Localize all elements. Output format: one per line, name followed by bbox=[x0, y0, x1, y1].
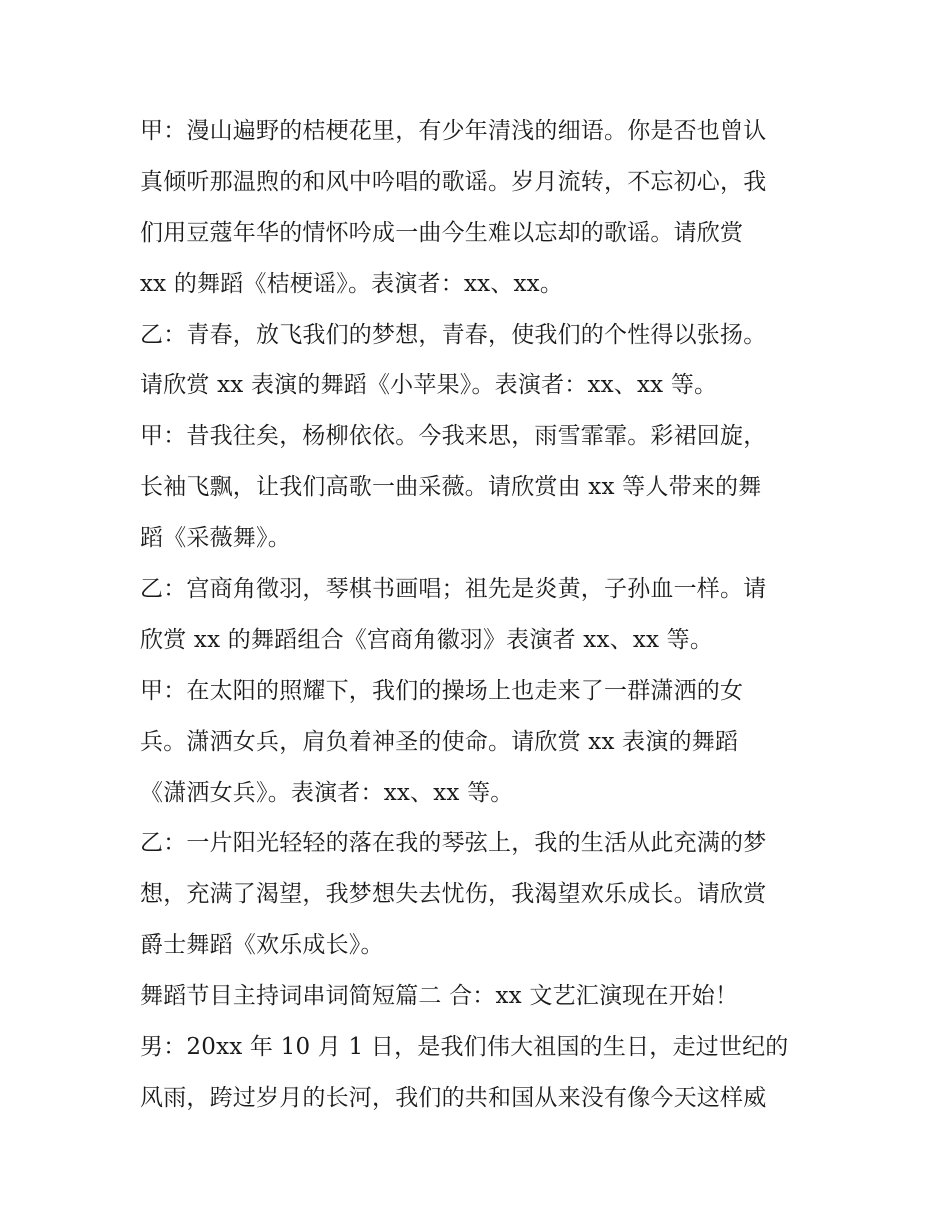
text-line: 请欣赏 xx 表演的舞蹈《小苹果》。表演者：xx、xx 等。 bbox=[140, 372, 718, 399]
text-line: 《潇洒女兵》。表演者：xx、xx 等。 bbox=[140, 779, 514, 806]
section-heading-line: 舞蹈节目主持词串词简短篇二 合：xx 文艺汇演现在开始！ bbox=[140, 983, 739, 1010]
text-line: xx 的舞蹈《桔梗谣》。表演者：xx、xx。 bbox=[140, 270, 564, 297]
text-line: 乙：青春，放飞我们的梦想，青春，使我们的个性得以张扬。 bbox=[140, 321, 767, 348]
text-line: 长袖飞飘，让我们高歌一曲采薇。请欣赏由 xx 等人带来的舞 bbox=[140, 474, 762, 501]
text-line: 蹈《采薇舞》。 bbox=[140, 525, 291, 552]
text-line: 风雨，跨过岁月的长河，我们的共和国从来没有像今天这样威 bbox=[140, 1084, 767, 1111]
text-line: 甲：漫山遍野的桔梗花里，有少年清浅的细语。你是否也曾认 bbox=[140, 118, 767, 144]
text-line: 男：20xx 年 10 月 1 日，是我们伟大祖国的生日，走过世纪的 bbox=[140, 1034, 789, 1061]
text-line: 欣赏 xx 的舞蹈组合《宫商角徽羽》表演者 xx、xx 等。 bbox=[140, 626, 714, 653]
text-line: 爵士舞蹈《欢乐成长》。 bbox=[140, 932, 384, 959]
text-line: 甲：在太阳的照耀下，我们的操场上也走来了一群潇洒的女 bbox=[140, 677, 744, 704]
text-line: 们用豆蔻年华的情怀吟成一曲今生难以忘却的歌谣。请欣赏 bbox=[140, 219, 744, 246]
text-line: 想，充满了渴望，我梦想失去忧伤，我渴望欢乐成长。请欣赏 bbox=[140, 881, 767, 908]
document-body bbox=[140, 106, 820, 1124]
text-line: 兵。潇洒女兵，肩负着神圣的使命。请欣赏 xx 表演的舞蹈 bbox=[140, 728, 739, 755]
text-line: 真倾听那温煦的和风中吟唱的歌谣。岁月流转，不忘初心，我 bbox=[140, 168, 767, 195]
text-line: 乙：一片阳光轻轻的落在我的琴弦上，我的生活从此充满的梦 bbox=[140, 830, 767, 857]
text-line: 乙：宫商角徵羽，琴棋书画唱；祖先是炎黄，子孙血一样。请 bbox=[140, 576, 767, 603]
text-line: 甲：昔我往矣，杨柳依依。今我来思，雨雪霏霏。彩裙回旋， bbox=[140, 423, 767, 450]
